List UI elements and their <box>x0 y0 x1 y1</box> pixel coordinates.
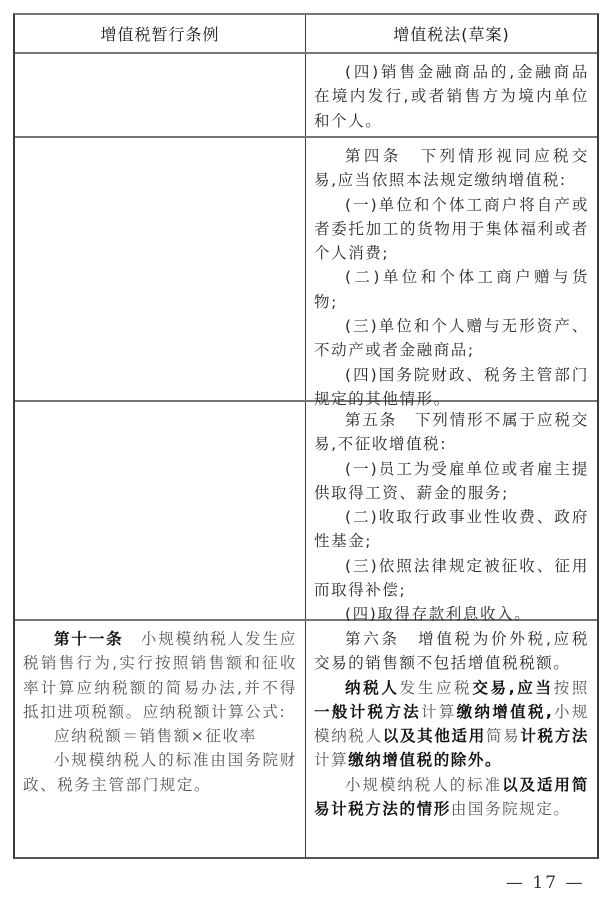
text-segment: 计算 <box>314 751 349 770</box>
header-draft-law: 增值税法(草案) <box>393 25 510 44</box>
text-segment: 由国务院规定。 <box>450 800 571 819</box>
paragraph <box>23 724 297 748</box>
text-segment: 缴纳增值税的除外。 <box>348 751 503 770</box>
paragraph <box>314 408 589 457</box>
text-segment: 第六条 增值税为价外税,应税交易的销售额不包括增值税税额。 <box>314 630 589 673</box>
text-segment: 交易,应当 <box>472 678 554 697</box>
text-segment: 第四条 下列情形视同应税交易,应当依照本法规定缴纳增值税: <box>314 147 589 190</box>
text-segment: 小规模纳税人的标准 <box>345 775 503 794</box>
text-segment: 纳税人 <box>345 678 400 697</box>
text-segment: (四)国务院财政、税务主管部门规定的其他情形。 <box>314 365 589 408</box>
paragraph <box>314 144 589 193</box>
text-segment: (二)收取行政事业性收费、政府性基金; <box>314 508 589 551</box>
text-segment: 第五条 下列情形不属于应税交易,不征收增值税: <box>314 411 589 454</box>
text-segment: 以及适用简易计税方法的情形 <box>314 775 589 819</box>
cell-left <box>15 402 306 619</box>
table-row <box>15 136 597 408</box>
text-segment: 按照 <box>553 678 589 697</box>
cell-right <box>306 402 597 624</box>
text-segment: 发生应税 <box>399 678 473 697</box>
text-segment: (四)销售金融商品的,金融商品在境内发行,或者销售方为境内单位和个人。 <box>314 63 589 130</box>
text-segment: 一般计税方法 <box>314 702 421 721</box>
text-segment: (二)单位和个体工商户赠与货物; <box>314 268 589 311</box>
text-segment: 小规模纳税人的标准由国务院财政、税务主管部门规定。 <box>23 751 297 794</box>
paragraph <box>314 265 589 314</box>
paragraph <box>314 554 589 603</box>
cell-left <box>15 138 306 400</box>
text-segment: (三)单位和个人赠与无形资产、不动产或者金融商品; <box>314 317 589 360</box>
text-segment: 小规模纳税人发生应税销售行为,实行按照销售额和征收率计算应纳税额的简易办法,并不得抵扣进项税额。应纳税额计算公式: <box>23 630 297 721</box>
paragraph <box>314 193 589 266</box>
text-segment: (三)依照法律规定被征收、征用而取得补偿; <box>314 556 589 600</box>
text-segment: (一)单位和个体工商户将自产或者委托加工的货物用于集体福利或者个人消费; <box>314 195 589 263</box>
cell-right <box>306 54 597 136</box>
text-segment: 计算 <box>421 702 457 721</box>
paragraph <box>314 60 589 133</box>
text-segment: 应纳税额＝销售额×征收率 <box>54 727 257 746</box>
cell-left <box>15 54 306 136</box>
page-number: — 17 — <box>506 873 585 893</box>
header-current-regulation: 增值税暂行条例 <box>15 15 306 52</box>
paragraph <box>314 314 589 363</box>
text-segment: 小规模纳税人 <box>314 702 589 746</box>
text-segment: (一)员工为受雇单位或者雇主提供取得工资、薪金的服务; <box>314 459 589 502</box>
cell-right <box>306 621 597 857</box>
text-segment: 第十一条 <box>54 630 124 648</box>
paragraph <box>23 627 297 724</box>
text-segment: 缴纳增值税, <box>456 702 554 721</box>
cell-left <box>15 621 306 857</box>
text-segment: 简易 <box>485 727 521 746</box>
paragraph <box>314 676 589 773</box>
paragraph <box>23 748 297 797</box>
text-segment: (四)取得存款利息收入。 <box>345 605 532 624</box>
table-row <box>15 52 597 136</box>
paragraph <box>314 505 589 554</box>
table-row <box>15 619 597 857</box>
text-segment: 以及其他适用 <box>382 727 486 746</box>
table-row <box>15 400 597 624</box>
paragraph <box>314 627 589 676</box>
cell-right <box>306 138 597 408</box>
table-header-row <box>15 15 597 52</box>
comparison-table <box>13 13 599 859</box>
paragraph <box>314 457 589 506</box>
text-segment: 计税方法 <box>520 727 590 746</box>
paragraph <box>314 773 589 822</box>
